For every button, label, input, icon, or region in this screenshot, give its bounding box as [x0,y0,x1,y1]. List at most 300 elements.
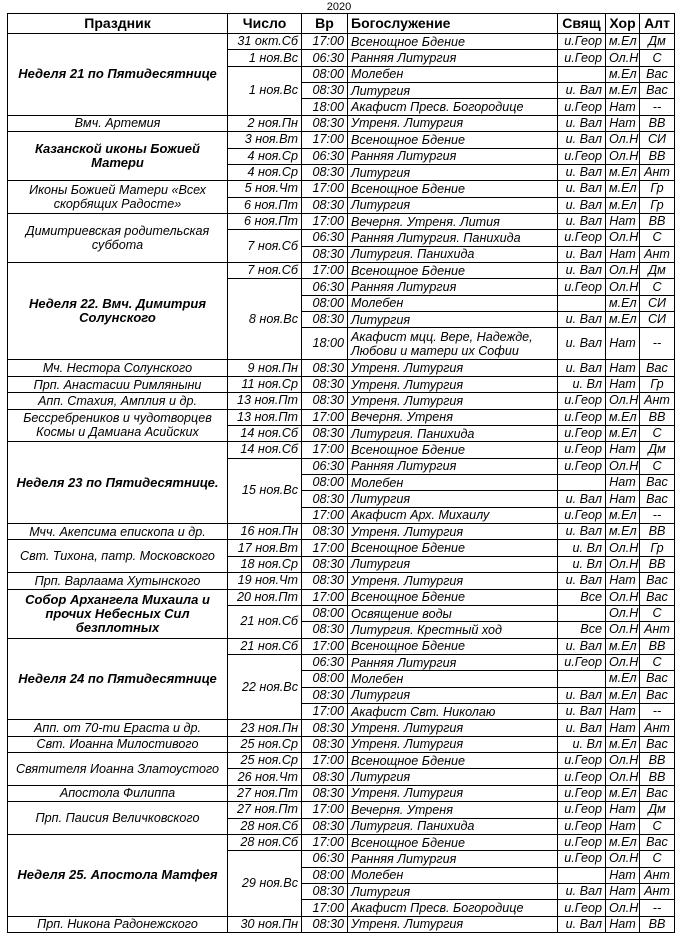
priest: и. Вал [558,491,606,507]
priest: и.Геор [558,230,606,246]
priest: и. Вал [558,720,606,736]
priest: и.Геор [558,769,606,785]
priest: и. Вл [558,736,606,752]
altar-server: ВВ [640,916,675,932]
priest: и.Геор [558,442,606,458]
altar-server: Вас [640,785,675,801]
service-name: Литургия [348,83,558,99]
service-date: 9 ноя.Пн [228,360,302,376]
service-time: 08:00 [302,671,348,687]
header-priest: Свящ [558,14,606,34]
service-time: 17:00 [302,132,348,148]
service-date: 28 ноя.Сб [228,818,302,834]
service-date: 29 ноя.Вс [228,851,302,916]
service-name: Литургия [348,164,558,180]
schedule-body [8,34,675,933]
choir: Нат [606,99,640,115]
service-date: 14 ноя.Сб [228,442,302,458]
choir: Ол.Н [606,540,640,556]
feast-name: Вмч. Артемия [8,115,228,131]
altar-server: Ант [640,246,675,262]
priest: и.Геор [558,900,606,916]
priest: и. Вал [558,883,606,899]
service-time: 08:30 [302,312,348,328]
choir: м.Ел [606,295,640,311]
choir: м.Ел [606,197,640,213]
feast-name: Иконы Божией Матери «Всех скорбящих Радосте» [8,181,228,214]
service-name: Акафист Арх. Михаилу [348,507,558,523]
service-time: 06:30 [302,654,348,670]
choir: Нат [606,213,640,229]
feast-name: Димитриевская родительская суббота [8,213,228,262]
altar-server: Вас [640,66,675,82]
service-name: Молебен [348,295,558,311]
altar-server: С [640,230,675,246]
priest: и. Вал [558,263,606,279]
choir: м.Ел [606,312,640,328]
altar-server: Гр [640,540,675,556]
priest: и.Геор [558,279,606,295]
choir: Ол.Н [606,589,640,605]
service-name: Молебен [348,66,558,82]
service-time: 06:30 [302,851,348,867]
altar-server: С [640,605,675,621]
table-row [8,376,675,392]
priest: и. Вал [558,328,606,360]
service-date: 25 ноя.Ср [228,736,302,752]
altar-server: Вас [640,573,675,589]
service-name: Всенощное Бдение [348,834,558,850]
altar-server: Ант [640,622,675,638]
priest: и. Вал [558,360,606,376]
priest: и.Геор [558,393,606,409]
altar-server: СИ [640,295,675,311]
service-date: 3 ноя.Вт [228,132,302,148]
choir: м.Ел [606,834,640,850]
altar-server: С [640,50,675,66]
altar-server: ВВ [640,115,675,131]
priest: и.Геор [558,34,606,50]
choir: Ол.Н [606,230,640,246]
service-time: 17:00 [302,409,348,425]
altar-server: ВВ [640,769,675,785]
service-name: Всенощное Бдение [348,540,558,556]
choir: Нат [606,573,640,589]
service-name: Литургия [348,491,558,507]
service-time: 17:00 [302,589,348,605]
service-name: Утреня. Литургия [348,115,558,131]
choir: Ол.Н [606,148,640,164]
altar-server: Вас [640,671,675,687]
choir: м.Ел [606,164,640,180]
service-name: Утреня. Литургия [348,916,558,932]
service-name: Ранняя Литургия [348,50,558,66]
service-time: 08:30 [302,573,348,589]
choir: м.Ел [606,34,640,50]
altar-server: СИ [640,312,675,328]
altar-server: -- [640,328,675,360]
service-time: 06:30 [302,458,348,474]
altar-server: Дм [640,34,675,50]
altar-server: С [640,851,675,867]
feast-name: Прп. Анастасии Римляныни [8,376,228,392]
service-time: 17:00 [302,540,348,556]
priest [558,474,606,490]
choir: м.Ел [606,507,640,523]
choir: Нат [606,328,640,360]
feast-name: Прп. Варлаама Хутынского [8,573,228,589]
service-name: Утреня. Литургия [348,573,558,589]
service-name: Утреня. Литургия [348,376,558,392]
header-date: Число [228,14,302,34]
service-date: 27 ноя.Пт [228,785,302,801]
service-date: 19 ноя.Чт [228,573,302,589]
choir: Нат [606,474,640,490]
service-time: 17:00 [302,34,348,50]
service-time: 06:30 [302,50,348,66]
service-time: 08:30 [302,425,348,441]
altar-server: ВВ [640,556,675,572]
service-name: Литургия. Панихида [348,425,558,441]
service-schedule-table [7,13,675,933]
choir: Ол.Н [606,900,640,916]
service-time: 08:00 [302,867,348,883]
service-date: 20 ноя.Пт [228,589,302,605]
altar-server: СИ [640,132,675,148]
choir: Нат [606,246,640,262]
service-name: Акафист Пресв. Богородице [348,900,558,916]
priest: и.Геор [558,834,606,850]
feast-name: Апп. Стахия, Амплия и др. [8,393,228,409]
service-name: Всенощное Бдение [348,442,558,458]
choir: м.Ел [606,66,640,82]
table-row [8,263,675,279]
service-time: 08:30 [302,393,348,409]
choir: Нат [606,883,640,899]
service-time: 08:30 [302,687,348,703]
service-name: Литургия. Панихида [348,818,558,834]
service-date: 5 ноя.Чт [228,181,302,197]
choir: м.Ел [606,83,640,99]
priest: и.Геор [558,99,606,115]
service-name: Литургия [348,556,558,572]
service-date: 13 ноя.Пт [228,393,302,409]
service-name: Литургия. Крестный ход [348,622,558,638]
table-row [8,540,675,556]
altar-server: Вас [640,589,675,605]
service-time: 08:30 [302,491,348,507]
service-date: 14 ноя.Сб [228,425,302,441]
choir: м.Ел [606,425,640,441]
altar-server: ВВ [640,409,675,425]
priest [558,66,606,82]
header-feast: Праздник [8,14,228,34]
priest: и.Геор [558,458,606,474]
service-time: 08:30 [302,785,348,801]
altar-server: Гр [640,197,675,213]
service-date: 13 ноя.Пт [228,409,302,425]
priest: и. Вал [558,524,606,540]
priest: и. Вал [558,213,606,229]
service-time: 17:00 [302,638,348,654]
service-name: Вечерня. Утреня. Лития [348,213,558,229]
service-name: Утреня. Литургия [348,785,558,801]
service-time: 08:30 [302,197,348,213]
priest: и. Вл [558,556,606,572]
priest: и. Вал [558,164,606,180]
service-name: Всенощное Бдение [348,181,558,197]
altar-server: -- [640,900,675,916]
header-time: Вр [302,14,348,34]
table-row [8,736,675,752]
service-name: Ранняя Литургия [348,654,558,670]
choir: м.Ел [606,409,640,425]
priest: и. Вал [558,83,606,99]
service-time: 08:00 [302,66,348,82]
service-time: 17:00 [302,900,348,916]
altar-server: Вас [640,491,675,507]
priest [558,605,606,621]
priest: и. Вал [558,115,606,131]
service-date: 26 ноя.Чт [228,769,302,785]
altar-server: Ант [640,867,675,883]
priest: и. Вал [558,687,606,703]
altar-server: Дм [640,802,675,818]
priest: и. Вал [558,132,606,148]
altar-server: -- [640,507,675,523]
choir: Нат [606,442,640,458]
service-date: 8 ноя.Вс [228,279,302,360]
choir: м.Ел [606,524,640,540]
service-time: 08:30 [302,83,348,99]
choir: Ол.Н [606,622,640,638]
service-time: 08:30 [302,818,348,834]
service-name: Утреня. Литургия [348,720,558,736]
altar-server: ВВ [640,148,675,164]
service-name: Литургия [348,769,558,785]
service-time: 17:00 [302,802,348,818]
priest: и.Геор [558,50,606,66]
service-date: 31 окт.Сб [228,34,302,50]
altar-server: Ант [640,720,675,736]
service-date: 22 ноя.Вс [228,654,302,719]
service-time: 17:00 [302,181,348,197]
altar-server: ВВ [640,524,675,540]
table-row [8,916,675,932]
priest: и.Геор [558,507,606,523]
service-name: Всенощное Бдение [348,638,558,654]
service-time: 17:00 [302,753,348,769]
feast-name: Апостола Филиппа [8,785,228,801]
choir: м.Ел [606,181,640,197]
service-time: 08:30 [302,736,348,752]
altar-server: Дм [640,263,675,279]
service-name: Ранняя Литургия [348,148,558,164]
service-date: 7 ноя.Сб [228,263,302,279]
service-time: 08:30 [302,720,348,736]
service-time: 08:30 [302,556,348,572]
choir: Ол.Н [606,851,640,867]
altar-server: Вас [640,83,675,99]
feast-name: Неделя 25. Апостола Матфея [8,834,228,916]
choir: Нат [606,802,640,818]
choir: Ол.Н [606,605,640,621]
altar-server: Гр [640,376,675,392]
priest: и. Вал [558,181,606,197]
service-time: 08:30 [302,883,348,899]
altar-server: Дм [640,442,675,458]
choir: Ол.Н [606,458,640,474]
altar-server: С [640,279,675,295]
service-date: 1 ноя.Вс [228,50,302,66]
service-name: Утреня. Литургия [348,524,558,540]
priest: и. Вал [558,573,606,589]
service-time: 08:00 [302,605,348,621]
altar-server: Ант [640,393,675,409]
service-time: 08:30 [302,622,348,638]
service-name: Литургия [348,883,558,899]
feast-name: Мч. Нестора Солунского [8,360,228,376]
altar-server: -- [640,704,675,720]
service-name: Всенощное Бдение [348,263,558,279]
choir: Ол.Н [606,50,640,66]
altar-server: С [640,654,675,670]
table-row [8,34,675,50]
altar-server: С [640,458,675,474]
altar-server: ВВ [640,753,675,769]
priest: и.Геор [558,753,606,769]
choir: Нат [606,867,640,883]
service-date: 7 ноя.Сб [228,230,302,263]
service-time: 08:00 [302,474,348,490]
service-name: Освящение воды [348,605,558,621]
table-row [8,753,675,769]
choir: Нат [606,491,640,507]
service-date: 30 ноя.Пн [228,916,302,932]
service-name: Вечерня. Утреня [348,802,558,818]
choir: м.Ел [606,687,640,703]
service-time: 17:00 [302,213,348,229]
priest: и.Геор [558,802,606,818]
choir: Ол.Н [606,279,640,295]
altar-server: Вас [640,687,675,703]
service-date: 28 ноя.Сб [228,834,302,850]
service-name: Утреня. Литургия [348,736,558,752]
altar-server: С [640,425,675,441]
service-time: 18:00 [302,328,348,360]
service-name: Акафист мцц. Вере, Надежде, Любови и матери их Софии [348,328,558,360]
altar-server: Вас [640,736,675,752]
priest: Все [558,589,606,605]
service-name: Вечерня. Утреня [348,409,558,425]
service-name: Всенощное Бдение [348,34,558,50]
service-date: 17 ноя.Вт [228,540,302,556]
service-date: 6 ноя.Пт [228,197,302,213]
altar-server: Вас [640,474,675,490]
choir: м.Ел [606,785,640,801]
table-row [8,589,675,605]
choir: Ол.Н [606,753,640,769]
altar-server: Ант [640,164,675,180]
table-row [8,409,675,425]
altar-server: С [640,818,675,834]
service-time: 17:00 [302,507,348,523]
service-time: 18:00 [302,99,348,115]
priest: и.Геор [558,425,606,441]
altar-server: ВВ [640,213,675,229]
header-choir: Хор [606,14,640,34]
altar-server: Гр [640,181,675,197]
table-row [8,360,675,376]
choir: м.Ел [606,638,640,654]
service-name: Литургия [348,687,558,703]
altar-server: ВВ [640,638,675,654]
altar-server: -- [640,99,675,115]
service-time: 17:00 [302,442,348,458]
service-name: Утреня. Литургия [348,360,558,376]
service-date: 23 ноя.Пн [228,720,302,736]
priest: и. Вал [558,197,606,213]
header-service: Богослужение [348,14,558,34]
table-row [8,393,675,409]
service-time: 08:30 [302,769,348,785]
priest: и. Вал [558,916,606,932]
service-date: 4 ноя.Ср [228,164,302,180]
table-row [8,213,675,229]
priest [558,295,606,311]
altar-server: Ант [640,883,675,899]
service-name: Акафист Свт. Николаю [348,704,558,720]
table-row [8,834,675,850]
service-name: Литургия [348,197,558,213]
service-time: 08:30 [302,246,348,262]
service-name: Всенощное Бдение [348,132,558,148]
altar-server: Вас [640,360,675,376]
service-time: 17:00 [302,834,348,850]
priest: и.Геор [558,818,606,834]
service-time: 08:30 [302,360,348,376]
priest: и. Вал [558,704,606,720]
altar-server: Вас [640,834,675,850]
priest: и. Вал [558,638,606,654]
service-date: 1 ноя.Вс [228,66,302,115]
choir: Ол.Н [606,393,640,409]
service-name: Ранняя Литургия [348,279,558,295]
service-date: 21 ноя.Сб [228,638,302,654]
service-name: Утреня. Литургия [348,393,558,409]
priest: и. Вл [558,376,606,392]
service-time: 06:30 [302,279,348,295]
service-name: Всенощное Бдение [348,753,558,769]
feast-name: Неделя 24 по Пятидесятнице [8,638,228,720]
service-name: Ранняя Литургия. Панихида [348,230,558,246]
feast-name: Мчч. Акепсима епископа и др. [8,524,228,540]
header-row [8,14,675,34]
table-row [8,638,675,654]
service-date: 16 ноя.Пн [228,524,302,540]
choir: Нат [606,376,640,392]
choir: Нат [606,818,640,834]
feast-name: Неделя 23 по Пятидесятнице. [8,442,228,524]
service-name: Ранняя Литургия [348,851,558,867]
feast-name: Бессребреников и чудотворцев Космы и Дамиана Асийских [8,409,228,442]
service-name: Молебен [348,474,558,490]
feast-name: Апп. от 70-ти Ераста и др. [8,720,228,736]
service-name: Акафист Пресв. Богородице [348,99,558,115]
choir: Нат [606,720,640,736]
header-alt: Алт [640,14,675,34]
feast-name: Неделя 22. Вмч. Димитрия Солунского [8,263,228,360]
